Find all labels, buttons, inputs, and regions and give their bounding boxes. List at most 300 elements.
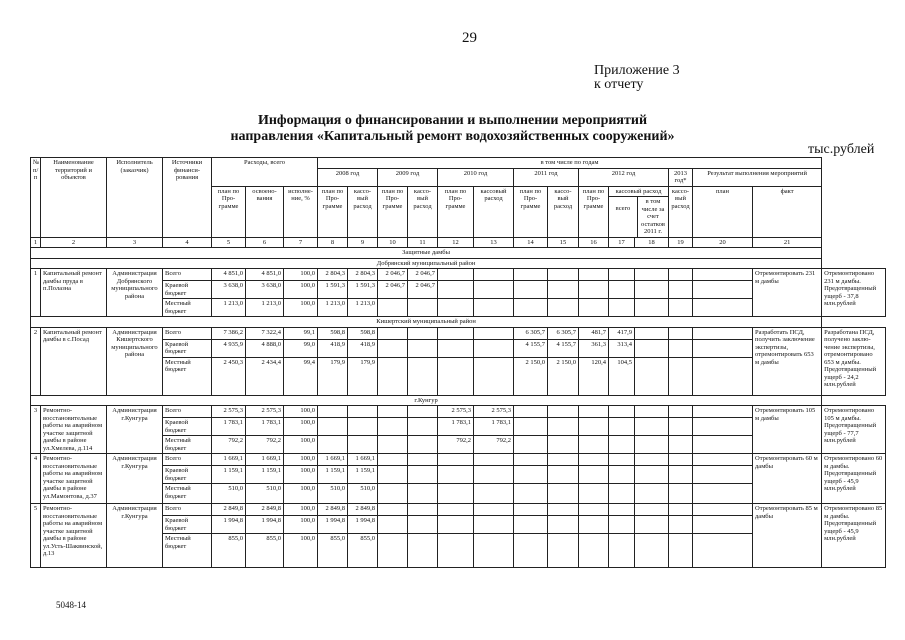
column-number: 7 [284, 237, 318, 248]
header-plan-2011: план по Про-грамме [514, 186, 548, 237]
value-cell [438, 281, 474, 299]
value-cell [669, 484, 693, 504]
value-cell [378, 516, 408, 534]
value-cell: 2 804,3 [318, 269, 348, 281]
value-cell [579, 418, 609, 436]
section-kishert: Кишертский муниципальный район [31, 317, 822, 328]
document-title [0, 113, 905, 145]
value-cell [669, 327, 693, 339]
value-cell: 2 046,7 [378, 269, 408, 281]
value-cell [579, 466, 609, 484]
header-executor: Исполнитель (заказчик) [107, 158, 163, 238]
value-cell [635, 534, 669, 568]
value-cell [579, 436, 609, 454]
value-cell: 855,0 [246, 534, 284, 568]
result-fact: Отремонтировано 85 м дамбы. Предотвращенный ущерб - 45,9 млн.рублей [822, 504, 886, 568]
value-cell [514, 484, 548, 504]
units-label: тыс.рублей [808, 142, 875, 157]
value-cell [548, 466, 579, 484]
value-cell: 4 851,0 [212, 269, 246, 281]
value-cell [474, 466, 514, 484]
value-cell: 99,0 [284, 339, 318, 357]
value-cell [548, 436, 579, 454]
table-row [31, 269, 886, 281]
value-cell: 1 591,3 [348, 281, 378, 299]
value-cell: 1 213,0 [246, 299, 284, 317]
value-cell [635, 406, 669, 418]
value-cell [635, 269, 669, 281]
value-cell [693, 454, 753, 466]
title-line1: Информация о финансировании и выполнении мероприятий [257, 113, 648, 128]
value-cell [378, 484, 408, 504]
value-cell: 1 591,3 [318, 281, 348, 299]
financing-table [30, 157, 886, 568]
project-executor: Администрация г.Кунгура [107, 504, 163, 568]
value-cell [548, 418, 579, 436]
value-cell [635, 339, 669, 357]
column-number: 12 [438, 237, 474, 248]
value-cell: 792,2 [246, 436, 284, 454]
value-cell [669, 516, 693, 534]
value-cell [609, 269, 635, 281]
value-cell [408, 406, 438, 418]
result-fact: Отремонтировано 231 м дамбы. Предотвращенный ущерб - 37,8 млн.рублей [822, 269, 886, 317]
column-number: 8 [318, 237, 348, 248]
value-cell: 1 159,1 [246, 466, 284, 484]
result-plan: Отремонтировать 85 м дамбы [753, 504, 822, 568]
value-cell: 2 575,3 [438, 406, 474, 418]
value-cell: 2 450,3 [212, 357, 246, 395]
value-cell [474, 299, 514, 317]
value-cell [438, 357, 474, 395]
value-cell [579, 281, 609, 299]
value-cell: 2 849,8 [318, 504, 348, 516]
value-cell: 100,0 [284, 466, 318, 484]
header-cash-2010: кассовый расход [474, 186, 514, 237]
value-cell: 4 851,0 [246, 269, 284, 281]
value-cell [378, 454, 408, 466]
appendix-line1: Приложение 3 [594, 63, 680, 78]
funding-source: Краевой бюджет [163, 339, 212, 357]
value-cell [514, 504, 548, 516]
funding-source: Краевой бюджет [163, 466, 212, 484]
project-executor: Администрация Добрянского муниципального района [107, 269, 163, 317]
project-name: Ремонтно-восстановительные работы на аварийном участке защитной дамбы в районе ул.Хмелева, д.114 [41, 406, 107, 454]
value-cell: 100,0 [284, 269, 318, 281]
value-cell [408, 418, 438, 436]
value-cell [635, 466, 669, 484]
value-cell: 510,0 [212, 484, 246, 504]
funding-source: Краевой бюджет [163, 516, 212, 534]
value-cell: 2 804,3 [348, 269, 378, 281]
value-cell [408, 339, 438, 357]
value-cell [693, 418, 753, 436]
value-cell: 1 669,1 [212, 454, 246, 466]
header-total-2012: всего [609, 197, 638, 237]
value-cell [378, 418, 408, 436]
table-row [31, 327, 886, 339]
footer-code: 5048-14 [56, 600, 86, 610]
header-plan-2010: план по Про-грамме [438, 186, 474, 237]
value-cell: 2 849,8 [212, 504, 246, 516]
project-no: 1 [31, 269, 41, 317]
value-cell [438, 504, 474, 516]
value-cell [378, 357, 408, 395]
appendix-label [594, 64, 680, 92]
value-cell: 792,2 [474, 436, 514, 454]
column-number: 15 [548, 237, 579, 248]
value-cell: 4 888,0 [246, 339, 284, 357]
value-cell [514, 299, 548, 317]
table-row [31, 406, 886, 418]
value-cell [635, 454, 669, 466]
column-number: 6 [246, 237, 284, 248]
value-cell [438, 534, 474, 568]
value-cell [635, 327, 669, 339]
funding-source: Всего [163, 406, 212, 418]
column-number-row [31, 237, 886, 248]
column-number: 13 [474, 237, 514, 248]
value-cell [408, 516, 438, 534]
value-cell [693, 534, 753, 568]
value-cell [474, 454, 514, 466]
value-cell [693, 327, 753, 339]
project-executor: Администрация Кишертского муниципального района [107, 327, 163, 395]
value-cell [474, 357, 514, 395]
value-cell [514, 281, 548, 299]
header-sources: Источники финанси-рования [163, 158, 212, 238]
value-cell [378, 534, 408, 568]
page-number: 29 [462, 30, 477, 46]
value-cell [669, 466, 693, 484]
value-cell [474, 339, 514, 357]
value-cell [669, 436, 693, 454]
value-cell [579, 454, 609, 466]
header-2012: 2012 год [579, 168, 669, 186]
value-cell [438, 484, 474, 504]
value-cell [474, 484, 514, 504]
value-cell [408, 466, 438, 484]
header-mastered: освоено-вания [246, 186, 284, 237]
header-plan-2009: план по Про-грамме [378, 186, 408, 237]
value-cell: 100,0 [284, 484, 318, 504]
header-plan-program: план по Про-грамме [212, 186, 246, 237]
value-cell: 598,8 [348, 327, 378, 339]
value-cell: 1 159,1 [348, 466, 378, 484]
column-number: 9 [348, 237, 378, 248]
value-cell [669, 357, 693, 395]
value-cell: 7 386,2 [212, 327, 246, 339]
value-cell: 7 322,4 [246, 327, 284, 339]
value-cell [693, 436, 753, 454]
header-plan-2012: план по Про-грамме [579, 186, 609, 237]
value-cell [474, 516, 514, 534]
project-no: 4 [31, 454, 41, 504]
value-cell [348, 436, 378, 454]
value-cell [669, 504, 693, 516]
value-cell [548, 269, 579, 281]
funding-source: Всего [163, 504, 212, 516]
value-cell: 104,5 [609, 357, 635, 395]
value-cell [609, 454, 635, 466]
header-plan-2008: план по Про-грамме [318, 186, 348, 237]
value-cell: 6 305,7 [548, 327, 579, 339]
value-cell: 1 669,1 [246, 454, 284, 466]
value-cell [635, 436, 669, 454]
value-cell [548, 406, 579, 418]
value-cell [438, 339, 474, 357]
value-cell: 1 213,0 [348, 299, 378, 317]
value-cell: 2 046,7 [408, 281, 438, 299]
value-cell: 120,4 [579, 357, 609, 395]
project-no: 3 [31, 406, 41, 454]
header-remainder-2012: в том числе за счет остатков 2011 г. [641, 198, 665, 235]
header-result-fact: факт [753, 186, 822, 237]
column-number: 17 [609, 237, 635, 248]
value-cell: 100,0 [284, 299, 318, 317]
value-cell [548, 281, 579, 299]
column-number: 4 [163, 237, 212, 248]
value-cell [579, 269, 609, 281]
project-group [31, 406, 886, 454]
funding-source: Краевой бюджет [163, 281, 212, 299]
value-cell [378, 466, 408, 484]
value-cell [438, 466, 474, 484]
value-cell: 100,0 [284, 436, 318, 454]
value-cell: 510,0 [348, 484, 378, 504]
value-cell [635, 484, 669, 504]
value-cell [693, 269, 753, 281]
header-including-by-years: в том числе по годам [318, 158, 822, 169]
value-cell: 598,8 [318, 327, 348, 339]
value-cell [408, 357, 438, 395]
value-cell [318, 436, 348, 454]
column-number: 3 [107, 237, 163, 248]
header-result-plan: план [693, 186, 753, 237]
value-cell [609, 418, 635, 436]
value-cell [378, 504, 408, 516]
funding-source: Всего [163, 454, 212, 466]
value-cell: 417,9 [609, 327, 635, 339]
value-cell: 2 150,0 [548, 357, 579, 395]
column-number: 10 [378, 237, 408, 248]
value-cell [609, 534, 635, 568]
project-name: Ремонтно-восстановительные работы на аварийном участке защитной дамбы в районе ул.Усть-Шаквинской, д.13 [41, 504, 107, 568]
value-cell: 855,0 [212, 534, 246, 568]
header-no: № п/п [31, 158, 41, 238]
value-cell: 1 783,1 [438, 418, 474, 436]
value-cell [635, 281, 669, 299]
column-number: 11 [408, 237, 438, 248]
header-cash-2013: кассо-вый расход [669, 186, 693, 237]
value-cell [408, 436, 438, 454]
value-cell: 418,9 [348, 339, 378, 357]
value-cell: 1 669,1 [348, 454, 378, 466]
value-cell [693, 504, 753, 516]
result-plan: Разработать ПСД, получить заключение экспертизы, отремонтировать 653 м дамбы [753, 327, 822, 395]
value-cell [579, 484, 609, 504]
value-cell [408, 484, 438, 504]
header-cash-2009: кассо-вый расход [408, 186, 438, 237]
value-cell [408, 504, 438, 516]
section-dobryanka: Добрянский муниципальный район [31, 258, 822, 269]
value-cell [609, 484, 635, 504]
value-cell [514, 269, 548, 281]
value-cell: 1 994,8 [212, 516, 246, 534]
value-cell [548, 516, 579, 534]
value-cell [548, 484, 579, 504]
project-group [31, 504, 886, 568]
value-cell [474, 534, 514, 568]
funding-source: Всего [163, 269, 212, 281]
result-fact: Разработана ПСД, получено заклю-чение экспертизы, отремонтировано 653 м дамбы. Предотвращенный ущерб - 24,2 млн.рублей [822, 327, 886, 395]
value-cell [474, 504, 514, 516]
header-cash-2012 [609, 186, 669, 237]
value-cell [514, 436, 548, 454]
value-cell: 100,0 [284, 534, 318, 568]
appendix-line2: к отчету [594, 77, 644, 92]
value-cell: 1 159,1 [212, 466, 246, 484]
value-cell [693, 484, 753, 504]
value-cell [318, 418, 348, 436]
value-cell: 418,9 [318, 339, 348, 357]
value-cell: 1 994,8 [246, 516, 284, 534]
funding-source: Всего [163, 327, 212, 339]
project-name: Капитальный ремонт дамбы в с.Посад [41, 327, 107, 395]
value-cell: 179,9 [318, 357, 348, 395]
value-cell [693, 357, 753, 395]
section-kungur: г.Кунгур [31, 395, 822, 406]
result-plan: Отремонтировать 231 м дамбы [753, 269, 822, 317]
value-cell [635, 504, 669, 516]
value-cell [579, 534, 609, 568]
header-2008: 2008 год [318, 168, 378, 186]
value-cell [693, 281, 753, 299]
value-cell [669, 339, 693, 357]
value-cell [669, 418, 693, 436]
project-no: 2 [31, 327, 41, 395]
value-cell [693, 406, 753, 418]
value-cell: 99,1 [284, 327, 318, 339]
header-2009: 2009 год [378, 168, 438, 186]
funding-source: Местный бюджет [163, 357, 212, 395]
value-cell: 1 994,8 [318, 516, 348, 534]
value-cell: 2 575,3 [474, 406, 514, 418]
value-cell [438, 454, 474, 466]
value-cell: 100,0 [284, 406, 318, 418]
value-cell: 1 783,1 [246, 418, 284, 436]
value-cell: 100,0 [284, 418, 318, 436]
header-execution-pct: исполне-ние, % [284, 186, 318, 237]
value-cell [438, 516, 474, 534]
value-cell [514, 418, 548, 436]
value-cell [408, 534, 438, 568]
value-cell: 2 575,3 [246, 406, 284, 418]
header-2013: 2013 год* [669, 168, 693, 186]
value-cell [579, 299, 609, 317]
value-cell [609, 299, 635, 317]
value-cell [635, 357, 669, 395]
value-cell: 313,4 [609, 339, 635, 357]
project-group [31, 269, 886, 317]
column-number: 1 [31, 237, 41, 248]
value-cell: 855,0 [318, 534, 348, 568]
value-cell: 100,0 [284, 454, 318, 466]
value-cell [693, 466, 753, 484]
column-number: 20 [693, 237, 753, 248]
header-cash-2012-label: кассовый расход [609, 187, 668, 198]
value-cell: 1 213,0 [212, 299, 246, 317]
value-cell: 510,0 [318, 484, 348, 504]
value-cell [348, 418, 378, 436]
value-cell [669, 406, 693, 418]
value-cell [693, 299, 753, 317]
column-number: 2 [41, 237, 107, 248]
value-cell: 510,0 [246, 484, 284, 504]
value-cell [348, 406, 378, 418]
value-cell [408, 299, 438, 317]
value-cell: 100,0 [284, 516, 318, 534]
header-expenses-total: Расходы, всего [212, 158, 318, 187]
value-cell: 1 783,1 [474, 418, 514, 436]
value-cell: 2 849,8 [348, 504, 378, 516]
column-number: 14 [514, 237, 548, 248]
value-cell [609, 516, 635, 534]
value-cell [474, 327, 514, 339]
value-cell [579, 516, 609, 534]
value-cell [548, 504, 579, 516]
value-cell [635, 516, 669, 534]
value-cell [579, 504, 609, 516]
value-cell [514, 454, 548, 466]
column-number: 21 [753, 237, 822, 248]
value-cell [474, 281, 514, 299]
result-fact: Отремонтировано 105 м дамбы. Предотвращенный ущерб - 77,7 млн.рублей [822, 406, 886, 454]
result-plan: Отремонтировать 60 м дамбы [753, 454, 822, 504]
value-cell: 100,0 [284, 504, 318, 516]
value-cell [378, 436, 408, 454]
value-cell [378, 406, 408, 418]
table-row [31, 454, 886, 466]
value-cell: 3 638,0 [212, 281, 246, 299]
project-group [31, 454, 886, 504]
value-cell [693, 339, 753, 357]
value-cell [609, 436, 635, 454]
project-executor: Администрация г.Кунгура [107, 454, 163, 504]
value-cell [609, 466, 635, 484]
project-executor: Администрация г.Кунгура [107, 406, 163, 454]
value-cell: 2 434,4 [246, 357, 284, 395]
value-cell [669, 454, 693, 466]
value-cell: 2 575,3 [212, 406, 246, 418]
value-cell: 4 155,7 [548, 339, 579, 357]
value-cell: 6 305,7 [514, 327, 548, 339]
project-group [31, 327, 886, 395]
column-number: 5 [212, 237, 246, 248]
header-cash-2008: кассо-вый расход [348, 186, 378, 237]
value-cell: 2 849,8 [246, 504, 284, 516]
value-cell [438, 299, 474, 317]
funding-source: Местный бюджет [163, 534, 212, 568]
value-cell [609, 504, 635, 516]
funding-source: Местный бюджет [163, 484, 212, 504]
value-cell: 2 150,0 [514, 357, 548, 395]
value-cell [514, 466, 548, 484]
value-cell: 1 783,1 [212, 418, 246, 436]
value-cell: 3 638,0 [246, 281, 284, 299]
value-cell [669, 281, 693, 299]
value-cell [378, 339, 408, 357]
